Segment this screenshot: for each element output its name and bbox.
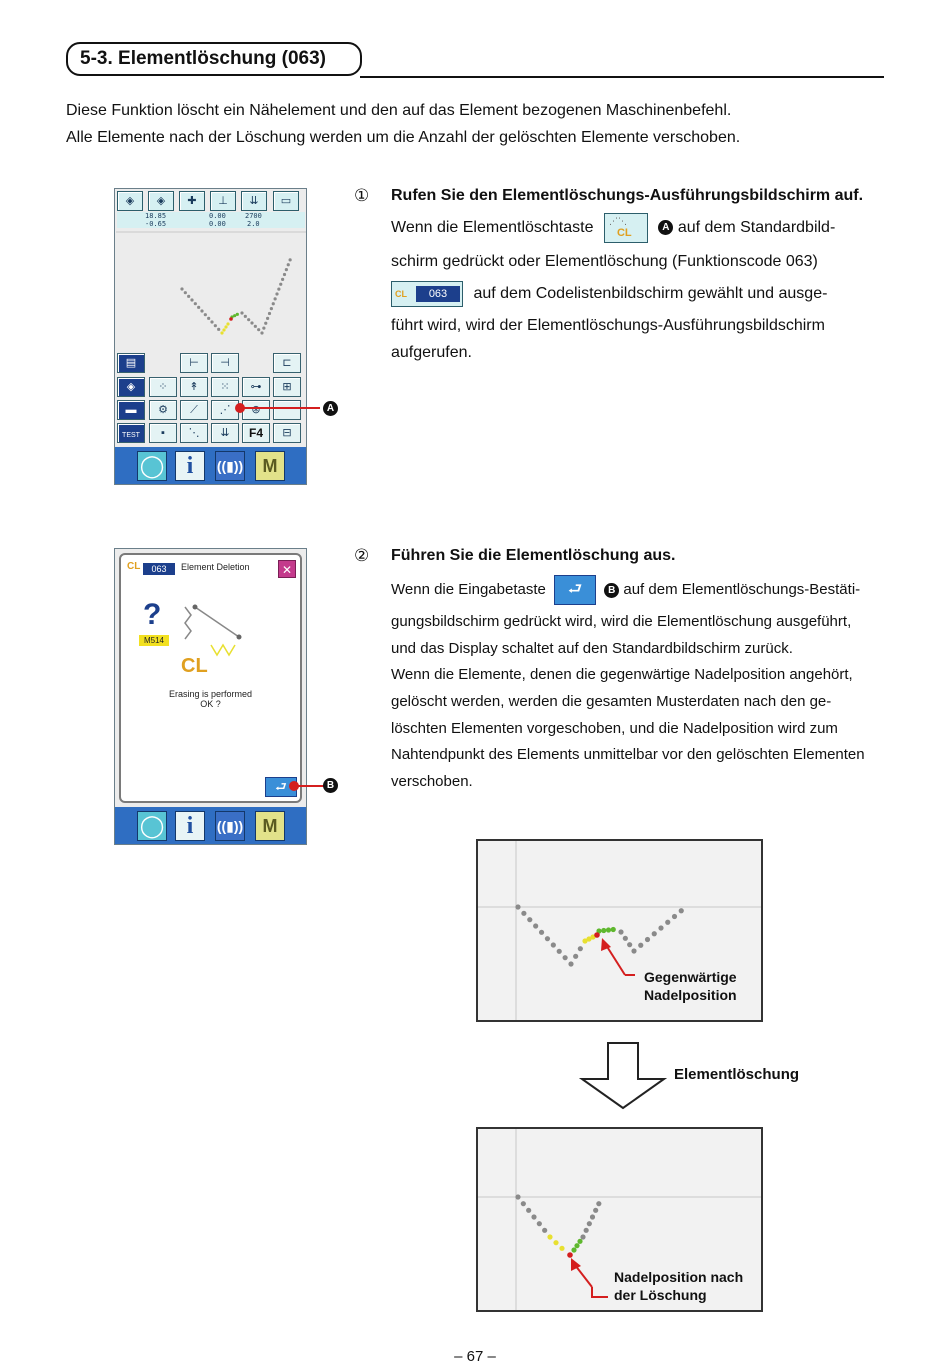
stitch-dot: [254, 325, 257, 328]
diagram-before: [476, 839, 763, 1022]
ready-button[interactable]: ◯: [137, 451, 167, 481]
jump-icon[interactable]: ⇊: [241, 191, 267, 211]
step1-line-2: schirm gedrückt oder Elementlöschung (Funktionscode 063): [391, 253, 818, 270]
stitch-dot: [289, 258, 292, 261]
return-icon[interactable]: ⊏: [273, 353, 301, 373]
stitch-dot: [652, 931, 657, 936]
section-title: 5-3. Elementlöschung (063): [66, 42, 362, 76]
mode-button[interactable]: M: [255, 451, 285, 481]
element-copy-icon[interactable]: ⊛: [242, 400, 270, 420]
pattern-icon[interactable]: ⁙: [211, 377, 239, 397]
dialog-title: Element Deletion: [181, 562, 250, 572]
stitch-dot: [272, 302, 275, 305]
step2-number: ②: [354, 546, 370, 565]
stitch-dot: [236, 313, 239, 316]
stitch-dot: [601, 928, 606, 933]
message-line-1: Erasing is performed: [168, 689, 253, 699]
step2-line-4: Wenn die Elemente, denen die gegenwärtige Nadelposition angehört,: [391, 666, 853, 683]
stitch-dot: [279, 283, 282, 286]
stitch-dot: [627, 942, 632, 947]
step1-title: Rufen Sie den Elementlöschungs-Ausführungsbildschirm auf.: [391, 187, 864, 204]
stitch-dot: [266, 317, 269, 320]
callout-a-line: [230, 398, 330, 418]
stitch-dot: [184, 291, 187, 294]
intro-line-2: Alle Elemente nach der Löschung werden um die Anzahl der gelöschten Elemente verschoben.: [66, 129, 741, 146]
cursor-icon[interactable]: ✚: [179, 191, 205, 211]
stitch-dot: [638, 943, 643, 948]
communication-button[interactable]: ((▮)): [215, 451, 245, 481]
step2-title: Führen Sie die Elementlöschung aus.: [391, 547, 676, 564]
info-button[interactable]: i: [175, 811, 205, 841]
step2-line-8: verschoben.: [391, 773, 473, 790]
callout-b-inline: B: [604, 583, 619, 598]
stitch-dot: [187, 295, 190, 298]
forward-icon[interactable]: ◈: [117, 191, 143, 211]
bottom-bar: [115, 807, 306, 845]
stitch-dot: [257, 328, 260, 331]
stitch-dot: [563, 955, 568, 960]
pattern-view: [116, 229, 306, 349]
element-deletion-label: Elementlöschung: [674, 1066, 800, 1083]
current-needle-label-1: Gegenwärtige: [644, 969, 737, 985]
backward-icon[interactable]: ◈: [148, 191, 174, 211]
step1-line-1: Wenn die Elementlöschtaste ⋰⋱ CL A auf dem Standardbild-: [391, 212, 884, 244]
element-delete-key-icon: ⋰⋱ CL: [604, 213, 648, 243]
stitch-dot: [224, 325, 227, 328]
stitch-dot: [268, 312, 271, 315]
stitch-dot: [190, 298, 193, 301]
stitch-dot: [197, 306, 200, 309]
stitch-dot: [573, 954, 578, 959]
confirmation-screen: [114, 548, 307, 845]
stitch-dot: [568, 961, 573, 966]
dialog-window: [119, 553, 302, 803]
menu-icon[interactable]: ▭: [273, 191, 299, 211]
step1-number: ①: [354, 186, 370, 205]
standard-screen: [114, 188, 307, 485]
stitch-dot: [180, 287, 183, 290]
stitch-dot: [222, 328, 225, 331]
stitch-dot: [220, 331, 223, 334]
sewing-icon[interactable]: ⊞: [273, 377, 301, 397]
stitch-dot: [515, 904, 520, 909]
stitch-dot: [240, 311, 243, 314]
step2-line-3: und das Display schaltet auf den Standardbildschirm zurück.: [391, 640, 793, 657]
stitch-dot: [672, 914, 677, 919]
stitch-dot: [250, 321, 253, 324]
stitch-dot: [275, 292, 278, 295]
stitch-dot: [584, 1228, 589, 1233]
callout-b: B: [323, 778, 338, 793]
stitch-dot: [618, 929, 623, 934]
section-rule: [360, 76, 884, 78]
stitch-dot: [679, 908, 684, 913]
bottom-bar: [115, 447, 306, 485]
stitch-icon[interactable]: ⊥: [210, 191, 236, 211]
stitch-dot: [547, 1234, 552, 1239]
stitch-dot: [194, 302, 197, 305]
dots-icon[interactable]: ⁘: [149, 377, 177, 397]
cursor-icon[interactable]: ◈: [117, 377, 145, 397]
stitch-dot: [545, 936, 550, 941]
point-icon[interactable]: ⊢: [180, 353, 208, 373]
stitch-dot: [574, 1243, 579, 1248]
point-edit-icon[interactable]: ▪: [149, 423, 177, 443]
step2-line-7: Nahtendpunkt des Elements unmittelbar vor den gelöschten Elementen: [391, 746, 865, 763]
stitch-dot: [200, 309, 203, 312]
needle-position-dot: [229, 317, 233, 321]
cl-icon: CL: [181, 655, 208, 677]
enter-button[interactable]: ⮐: [265, 777, 297, 797]
stitch-dot: [557, 949, 562, 954]
stitch-dot: [285, 268, 288, 271]
stitch-dot: [580, 1234, 585, 1239]
message-code: M514: [139, 635, 169, 646]
mode-button[interactable]: M: [255, 811, 285, 841]
diagram-after: [476, 1127, 763, 1312]
callout-a-inline: A: [658, 220, 673, 235]
stitch-dot: [210, 320, 213, 323]
stitch-dot: [226, 322, 229, 325]
stitch-dot: [571, 1247, 576, 1252]
stitch-dot: [537, 1221, 542, 1226]
step2-line-1: Wenn die Eingabetaste ⮐ B auf dem Elementlöschungs-Bestäti-: [391, 574, 884, 606]
stitch-dot: [531, 1214, 536, 1219]
needle-after-label-1: Nadelposition nach: [614, 1269, 744, 1285]
stitch-dot: [587, 1221, 592, 1226]
stitch-dot: [577, 1239, 582, 1244]
stitch-dot: [274, 297, 277, 300]
machine-icon[interactable]: ⚙: [149, 400, 177, 420]
stitch-dot: [559, 1246, 564, 1251]
needle-icon[interactable]: ↟: [180, 377, 208, 397]
stitch-dot: [281, 278, 284, 281]
list-icon[interactable]: ▤: [117, 353, 145, 373]
needle-after-label-2: der Löschung: [614, 1287, 707, 1303]
current-needle-label-2: Nadelposition: [644, 987, 737, 1003]
stitch-dot: [244, 315, 247, 318]
stitch-dot: [593, 1208, 598, 1213]
cl-small-icon: CL: [127, 561, 141, 572]
step1-line-5: aufgerufen.: [391, 344, 472, 361]
stitch-dot: [521, 1201, 526, 1206]
stitch-dot: [262, 327, 265, 330]
close-icon[interactable]: ✕: [278, 560, 296, 578]
message-line-2: OK ?: [200, 699, 221, 709]
stitch-dot: [611, 927, 616, 932]
stitch-dot: [596, 1201, 601, 1206]
step2-line-2: gungsbildschirm gedrückt wird, wird die Elementlöschung ausgeführt,: [391, 613, 852, 630]
cut-icon[interactable]: ⟋: [180, 400, 208, 420]
stitch-dot: [533, 923, 538, 928]
stitch-dot: [283, 273, 286, 276]
stitch-dot: [527, 917, 532, 922]
slash-icon[interactable]: ⋱: [180, 423, 208, 443]
stitch-dot: [542, 1228, 547, 1233]
down-arrow-icon: [578, 1041, 668, 1111]
f4-key[interactable]: F4: [242, 423, 270, 443]
page-number: – 67 –: [454, 1348, 496, 1365]
stitch-dot: [521, 911, 526, 916]
stitch-dot: [578, 946, 583, 951]
info-button[interactable]: i: [175, 451, 205, 481]
stitch-dot: [658, 925, 663, 930]
stitch-dot: [665, 920, 670, 925]
stitch-dot: [207, 317, 210, 320]
stitch-dot: [247, 318, 250, 321]
stitch-dot: [606, 927, 611, 932]
stitch-dot: [260, 331, 263, 334]
stitch-dot: [553, 1240, 558, 1245]
stitch-dot: [590, 1214, 595, 1219]
stitch-dot: [515, 1194, 520, 1199]
stitch-dot: [645, 937, 650, 942]
stitch-dot: [217, 328, 220, 331]
dialog-code: 063: [143, 563, 175, 575]
needle-position-dot: [567, 1252, 573, 1258]
code-063-icon: CL 063: [391, 281, 463, 307]
step2-line-6: löschten Elementen vorgeschoben, und die Nadelposition wird zum: [391, 720, 838, 737]
ready-button[interactable]: ◯: [137, 811, 167, 841]
stitch-dot: [287, 263, 290, 266]
enter-key-icon: ⮐: [554, 575, 596, 605]
stitch-dot: [204, 313, 207, 316]
stitch-dot: [264, 322, 267, 325]
stitch-dot: [631, 948, 636, 953]
communication-button[interactable]: ((▮)): [215, 811, 245, 841]
step1-line-4: führt wird, wird der Elementlöschungs-Ausführungsbildschirm: [391, 317, 825, 334]
test-icon[interactable]: TEST: [117, 423, 145, 443]
stitch-dot: [526, 1208, 531, 1213]
coordinate-readout: 18.85 -0.65 0.00 0.00 2700 2.0: [117, 212, 305, 228]
stitch-dot: [551, 942, 556, 947]
stitch-dot: [277, 288, 280, 291]
point-add-icon[interactable]: ⊣: [211, 353, 239, 373]
element-delete-icon[interactable]: ⋰: [211, 400, 239, 420]
save-icon[interactable]: ▬: [117, 400, 145, 420]
question-icon: ?: [143, 598, 162, 631]
stitch-dot: [539, 930, 544, 935]
jump-icon[interactable]: ⇊: [211, 423, 239, 443]
link-icon[interactable]: ⊶: [242, 377, 270, 397]
intro-line-1: Diese Funktion löscht ein Nähelement und den auf das Element bezogenen Maschinenbefehl.: [66, 102, 732, 119]
stitch-dot: [214, 324, 217, 327]
needle-position-dot: [594, 932, 600, 938]
copy-icon[interactable]: ⊟: [273, 423, 301, 443]
stitch-dot: [623, 936, 628, 941]
stitch-dot: [270, 307, 273, 310]
step2-line-5: gelöscht werden, werden die gesamten Musterdaten nach den ge-: [391, 693, 832, 710]
step1-line-3: CL 063 auf dem Codelistenbildschirm gewählt und ausge-: [391, 278, 884, 310]
callout-a: A: [323, 401, 338, 416]
